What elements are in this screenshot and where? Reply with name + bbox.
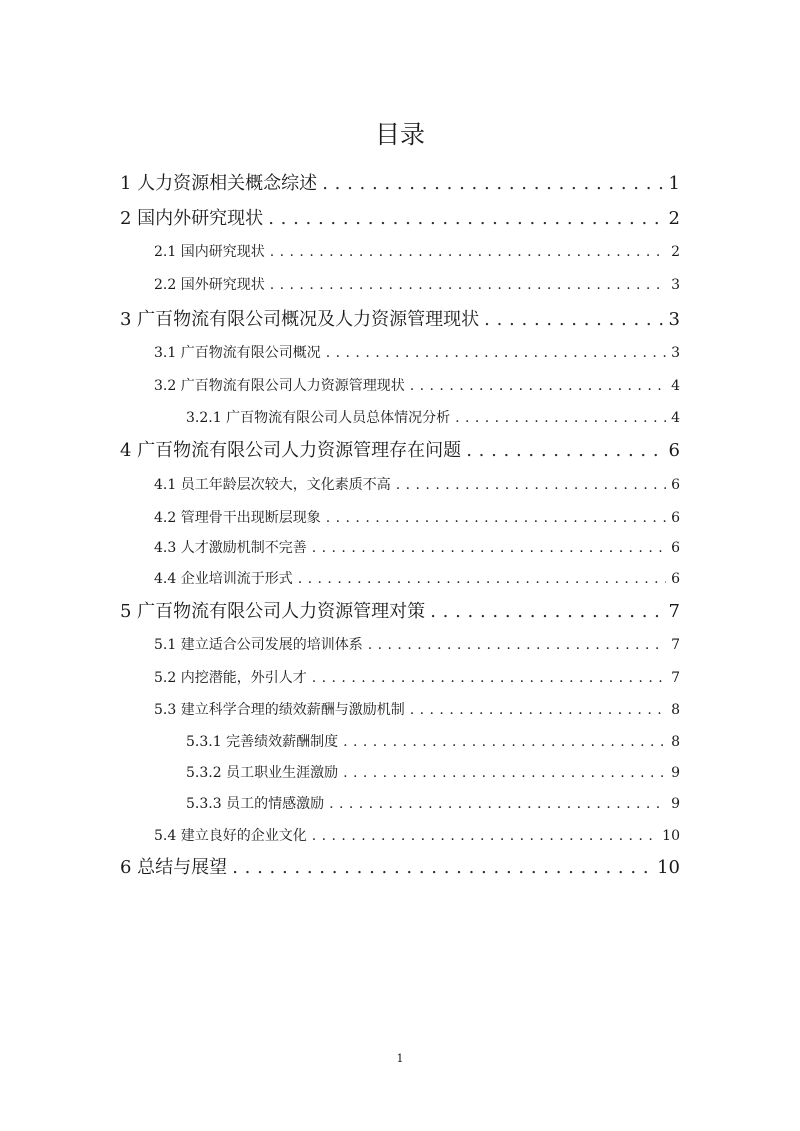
- toc-entry-page: 8: [671, 702, 680, 718]
- toc-entry-label: 5.3 建立科学合理的绩效薪酬与激励机制: [154, 702, 405, 718]
- toc-entry-page: 7: [668, 601, 680, 622]
- dot-leader: [410, 375, 666, 397]
- dot-leader: [270, 274, 666, 296]
- toc-entry-label: 5.4 建立良好的企业文化: [154, 828, 307, 844]
- toc-entry-label: 5.2 内挖潜能，外引人才: [154, 670, 307, 686]
- toc-entry-page: 7: [671, 670, 680, 686]
- dot-leader: [322, 171, 663, 197]
- dot-leader: [312, 537, 666, 559]
- toc-entry[interactable]: [154, 241, 680, 263]
- toc-entry-label: 3 广百物流有限公司概况及人力资源管理现状: [120, 309, 480, 330]
- toc-entry-label: 4.1 员工年龄层次较大，文化素质不高: [154, 477, 391, 493]
- dot-leader: [343, 762, 666, 784]
- toc-entry-label: 5.3.2 员工职业生涯激励: [186, 765, 339, 781]
- toc-entry[interactable]: [186, 793, 680, 815]
- dot-leader: [326, 507, 666, 529]
- toc-entry-page: 1: [668, 173, 680, 194]
- toc-entry-page: 2: [671, 244, 680, 260]
- toc-entry-label: 4 广百物流有限公司人力资源管理存在问题: [120, 440, 462, 461]
- toc-entry-page: 8: [671, 734, 680, 750]
- toc-entry[interactable]: [154, 568, 680, 590]
- toc-entry[interactable]: [154, 825, 680, 847]
- toc-entry[interactable]: [186, 762, 680, 784]
- toc-title: 目录: [374, 120, 425, 149]
- toc-entry-label: 5.1 建立适合公司发展的培训体系: [154, 637, 363, 653]
- toc-entry[interactable]: [120, 438, 680, 464]
- toc-entry-label: 3.2 广百物流有限公司人力资源管理现状: [154, 378, 405, 394]
- dot-leader: [232, 855, 652, 881]
- toc-entry[interactable]: [154, 537, 680, 559]
- dot-leader: [312, 667, 666, 689]
- toc-entry-page: 6: [671, 540, 680, 556]
- toc-entry-label: 2 国内外研究现状: [120, 208, 264, 229]
- toc-entry-page: 3: [671, 345, 680, 361]
- toc-entry[interactable]: [186, 731, 680, 753]
- toc-entry-page: 9: [671, 765, 680, 781]
- toc-entry-page: 6: [668, 440, 680, 461]
- toc-entry-label: 4.2 管理骨干出现断层现象: [154, 510, 321, 526]
- toc-entry-page: 3: [671, 277, 680, 293]
- toc-entry-page: 9: [671, 796, 680, 812]
- toc-entry-label: 5.3.3 员工的情感激励: [186, 796, 325, 812]
- toc-entry-label: 4.3 人才激励机制不完善: [154, 540, 307, 556]
- toc-entry[interactable]: [154, 342, 680, 364]
- toc-entry[interactable]: [154, 634, 680, 656]
- toc-entry[interactable]: [120, 599, 680, 625]
- toc-entry-label: 6 总结与展望: [120, 857, 228, 878]
- dot-leader: [343, 731, 666, 753]
- toc-entry[interactable]: [154, 699, 680, 721]
- toc-entry[interactable]: [154, 507, 680, 529]
- dot-leader: [430, 599, 663, 625]
- dot-leader: [329, 793, 666, 815]
- toc-entry-label: 3.2.1 广百物流有限公司人员总体情况分析: [186, 410, 451, 426]
- dot-leader: [410, 699, 666, 721]
- toc-entry-page: 2: [668, 208, 680, 229]
- toc-entry-label: 4.4 企业培训流于形式: [154, 571, 293, 587]
- toc-entry-page: 10: [657, 857, 680, 878]
- toc-entry-label: 2.1 国内研究现状: [154, 244, 265, 260]
- dot-leader: [466, 438, 663, 464]
- dot-leader: [312, 825, 657, 847]
- dot-leader: [455, 407, 666, 429]
- dot-leader: [270, 241, 666, 263]
- dot-leader: [396, 474, 666, 496]
- toc-entry-label: 5.3.1 完善绩效薪酬制度: [186, 734, 339, 750]
- page-number: 1: [396, 1052, 404, 1065]
- dot-leader: [368, 634, 666, 656]
- toc-entry-page: 6: [671, 477, 680, 493]
- toc-entry-page: 6: [671, 571, 680, 587]
- toc-entry[interactable]: [186, 407, 680, 429]
- toc-entry-page: 6: [671, 510, 680, 526]
- toc-entry-label: 2.2 国外研究现状: [154, 277, 265, 293]
- toc-entry-page: 3: [668, 309, 680, 330]
- dot-leader: [298, 568, 666, 590]
- toc-entry[interactable]: [154, 274, 680, 296]
- toc-entry-label: 3.1 广百物流有限公司概况: [154, 345, 321, 361]
- toc-entry-page: 7: [671, 637, 680, 653]
- toc-entry-page: 4: [671, 378, 680, 394]
- toc-entry[interactable]: [154, 375, 680, 397]
- toc-entry[interactable]: [154, 667, 680, 689]
- toc-entry[interactable]: [120, 855, 680, 881]
- toc-entry-page: 10: [662, 828, 680, 844]
- toc-entry[interactable]: [120, 206, 680, 232]
- toc-entry[interactable]: [120, 307, 680, 333]
- toc-entry-label: 1 人力资源相关概念综述: [120, 173, 318, 194]
- toc-entry-page: 4: [671, 410, 680, 426]
- toc-entry[interactable]: [154, 474, 680, 496]
- toc-entry[interactable]: [120, 171, 680, 197]
- toc-entry-label: 5 广百物流有限公司人力资源管理对策: [120, 601, 426, 622]
- dot-leader: [326, 342, 666, 364]
- dot-leader: [268, 206, 663, 232]
- dot-leader: [484, 307, 663, 333]
